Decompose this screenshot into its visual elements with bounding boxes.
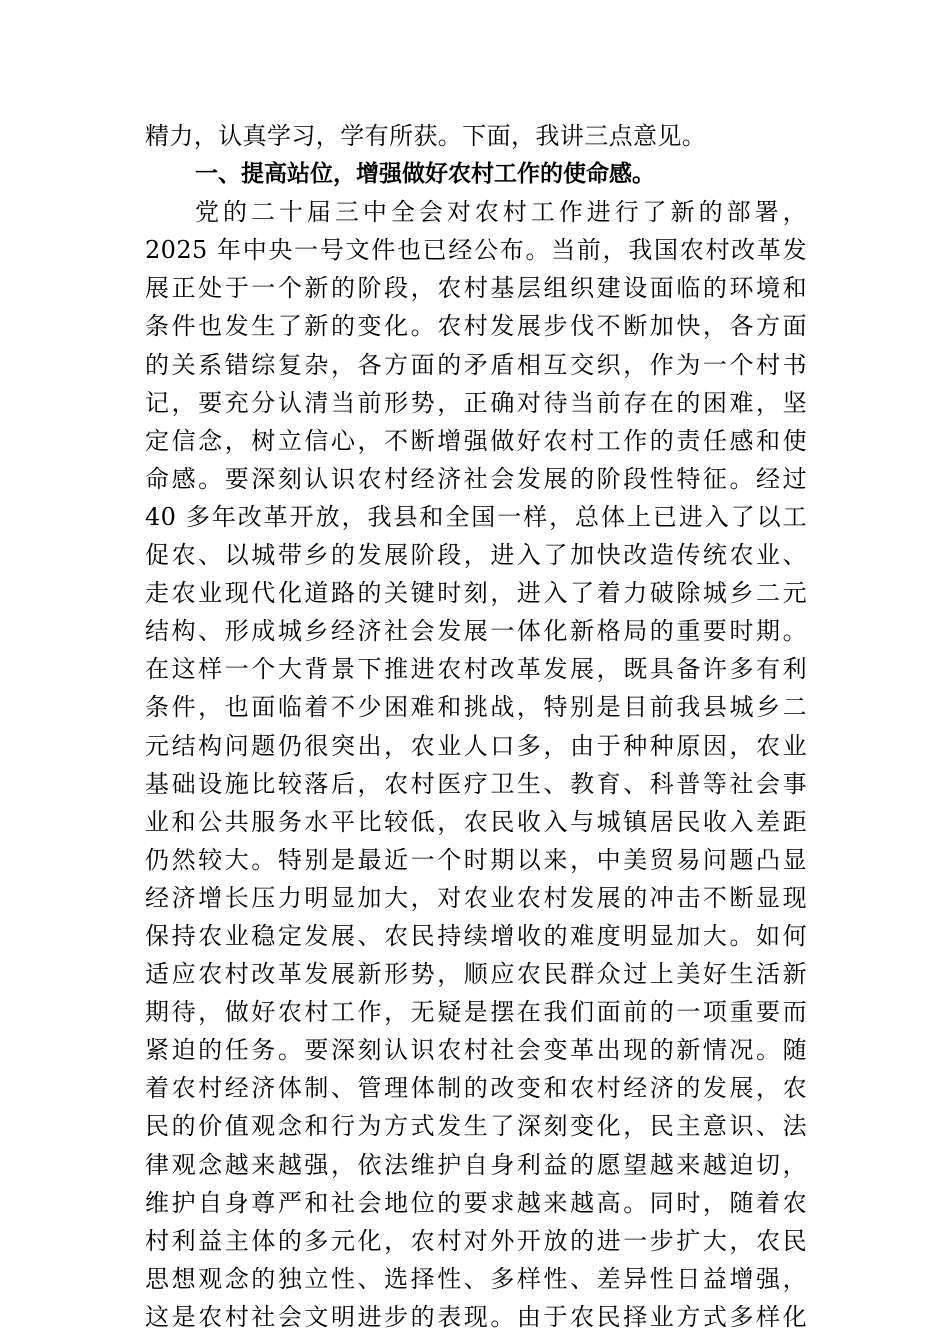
body-line: 仍然较大。特别是最近一个时期以来，中美贸易问题凸显	[145, 845, 807, 874]
body-line: 维护自身尊严和社会地位的要求越来越高。同时，随着农	[145, 1188, 807, 1217]
body-line: 促农、以城带乡的发展阶段，进入了加快改造传统农业、	[145, 541, 807, 570]
body-line: 紧迫的任务。要深刻认识农村社会变革出现的新情况。随	[145, 1036, 807, 1065]
body-line: 的关系错综复杂，各方面的矛盾相互交织，作为一个村书	[145, 350, 807, 379]
body-line: 适应农村改革发展新形势，顺应农民群众过上美好生活新	[145, 960, 807, 989]
body-line: 保持农业稳定发展、农民持续增收的难度明显加大。如何	[145, 921, 807, 950]
body-paragraph	[145, 193, 807, 1336]
body-line: 命感。要深刻认识农村经济社会发展的阶段性特征。经过	[145, 464, 807, 493]
body-line: 业和公共服务水平比较低，农民收入与城镇居民收入差距	[145, 807, 807, 836]
body-line: 在这样一个大背景下推进农村改革发展，既具备许多有利	[145, 655, 807, 684]
body-line: 元结构问题仍很突出，农业人口多，由于种种原因，农业	[145, 731, 807, 760]
body-line: 结构、形成城乡经济社会发展一体化新格局的重要时期。	[145, 617, 807, 646]
body-line: 条件也发生了新的变化。农村发展步伐不断加快，各方面	[145, 312, 807, 341]
body-line: 党的二十届三中全会对农村工作进行了新的部署，	[195, 198, 807, 227]
body-line: 村利益主体的多元化，农村对外开放的进一步扩大，农民	[145, 1226, 807, 1255]
body-line: 律观念越来越强，依法维护自身利益的愿望越来越迫切，	[145, 1150, 807, 1179]
section-heading: 一、提高站位，增强做好农村工作的使命感。	[195, 161, 655, 188]
body-line: 展正处于一个新的阶段，农村基层组织建设面临的环境和	[145, 274, 807, 303]
body-line: 经济增长压力明显加大，对农业农村发展的冲击不断显现	[145, 883, 807, 912]
body-line: 着农村经济体制、管理体制的改变和农村经济的发展，农	[145, 1074, 807, 1103]
body-line: 这是农村社会文明进步的表现。由于农民择业方式多样化	[145, 1302, 807, 1331]
body-line: 民的价值观念和行为方式发生了深刻变化，民主意识、法	[145, 1112, 807, 1141]
intro-line: 精力，认真学习，学有所获。下面，我讲三点意见。	[145, 122, 707, 150]
body-line: 记，要充分认清当前形势，正确对待当前存在的困难，坚	[145, 388, 807, 417]
body-line: 基础设施比较落后，农村医疗卫生、教育、科普等社会事	[145, 769, 807, 798]
document-page	[145, 117, 807, 1336]
body-line: 条件，也面临着不少困难和挑战，特别是目前我县城乡二	[145, 693, 807, 722]
body-line: 定信念，树立信心，不断增强做好农村工作的责任感和使	[145, 426, 807, 455]
body-line: 40 多年改革开放，我县和全国一样，总体上已进入了以工	[145, 502, 807, 531]
body-line: 思想观念的独立性、选择性、多样性、差异性日益增强，	[145, 1264, 807, 1293]
body-line: 2025 年中央一号文件也已经公布。当前，我国农村改革发	[145, 236, 807, 265]
body-line: 走农业现代化道路的关键时刻，进入了着力破除城乡二元	[145, 579, 807, 608]
body-line: 期待，做好农村工作，无疑是摆在我们面前的一项重要而	[145, 998, 807, 1027]
